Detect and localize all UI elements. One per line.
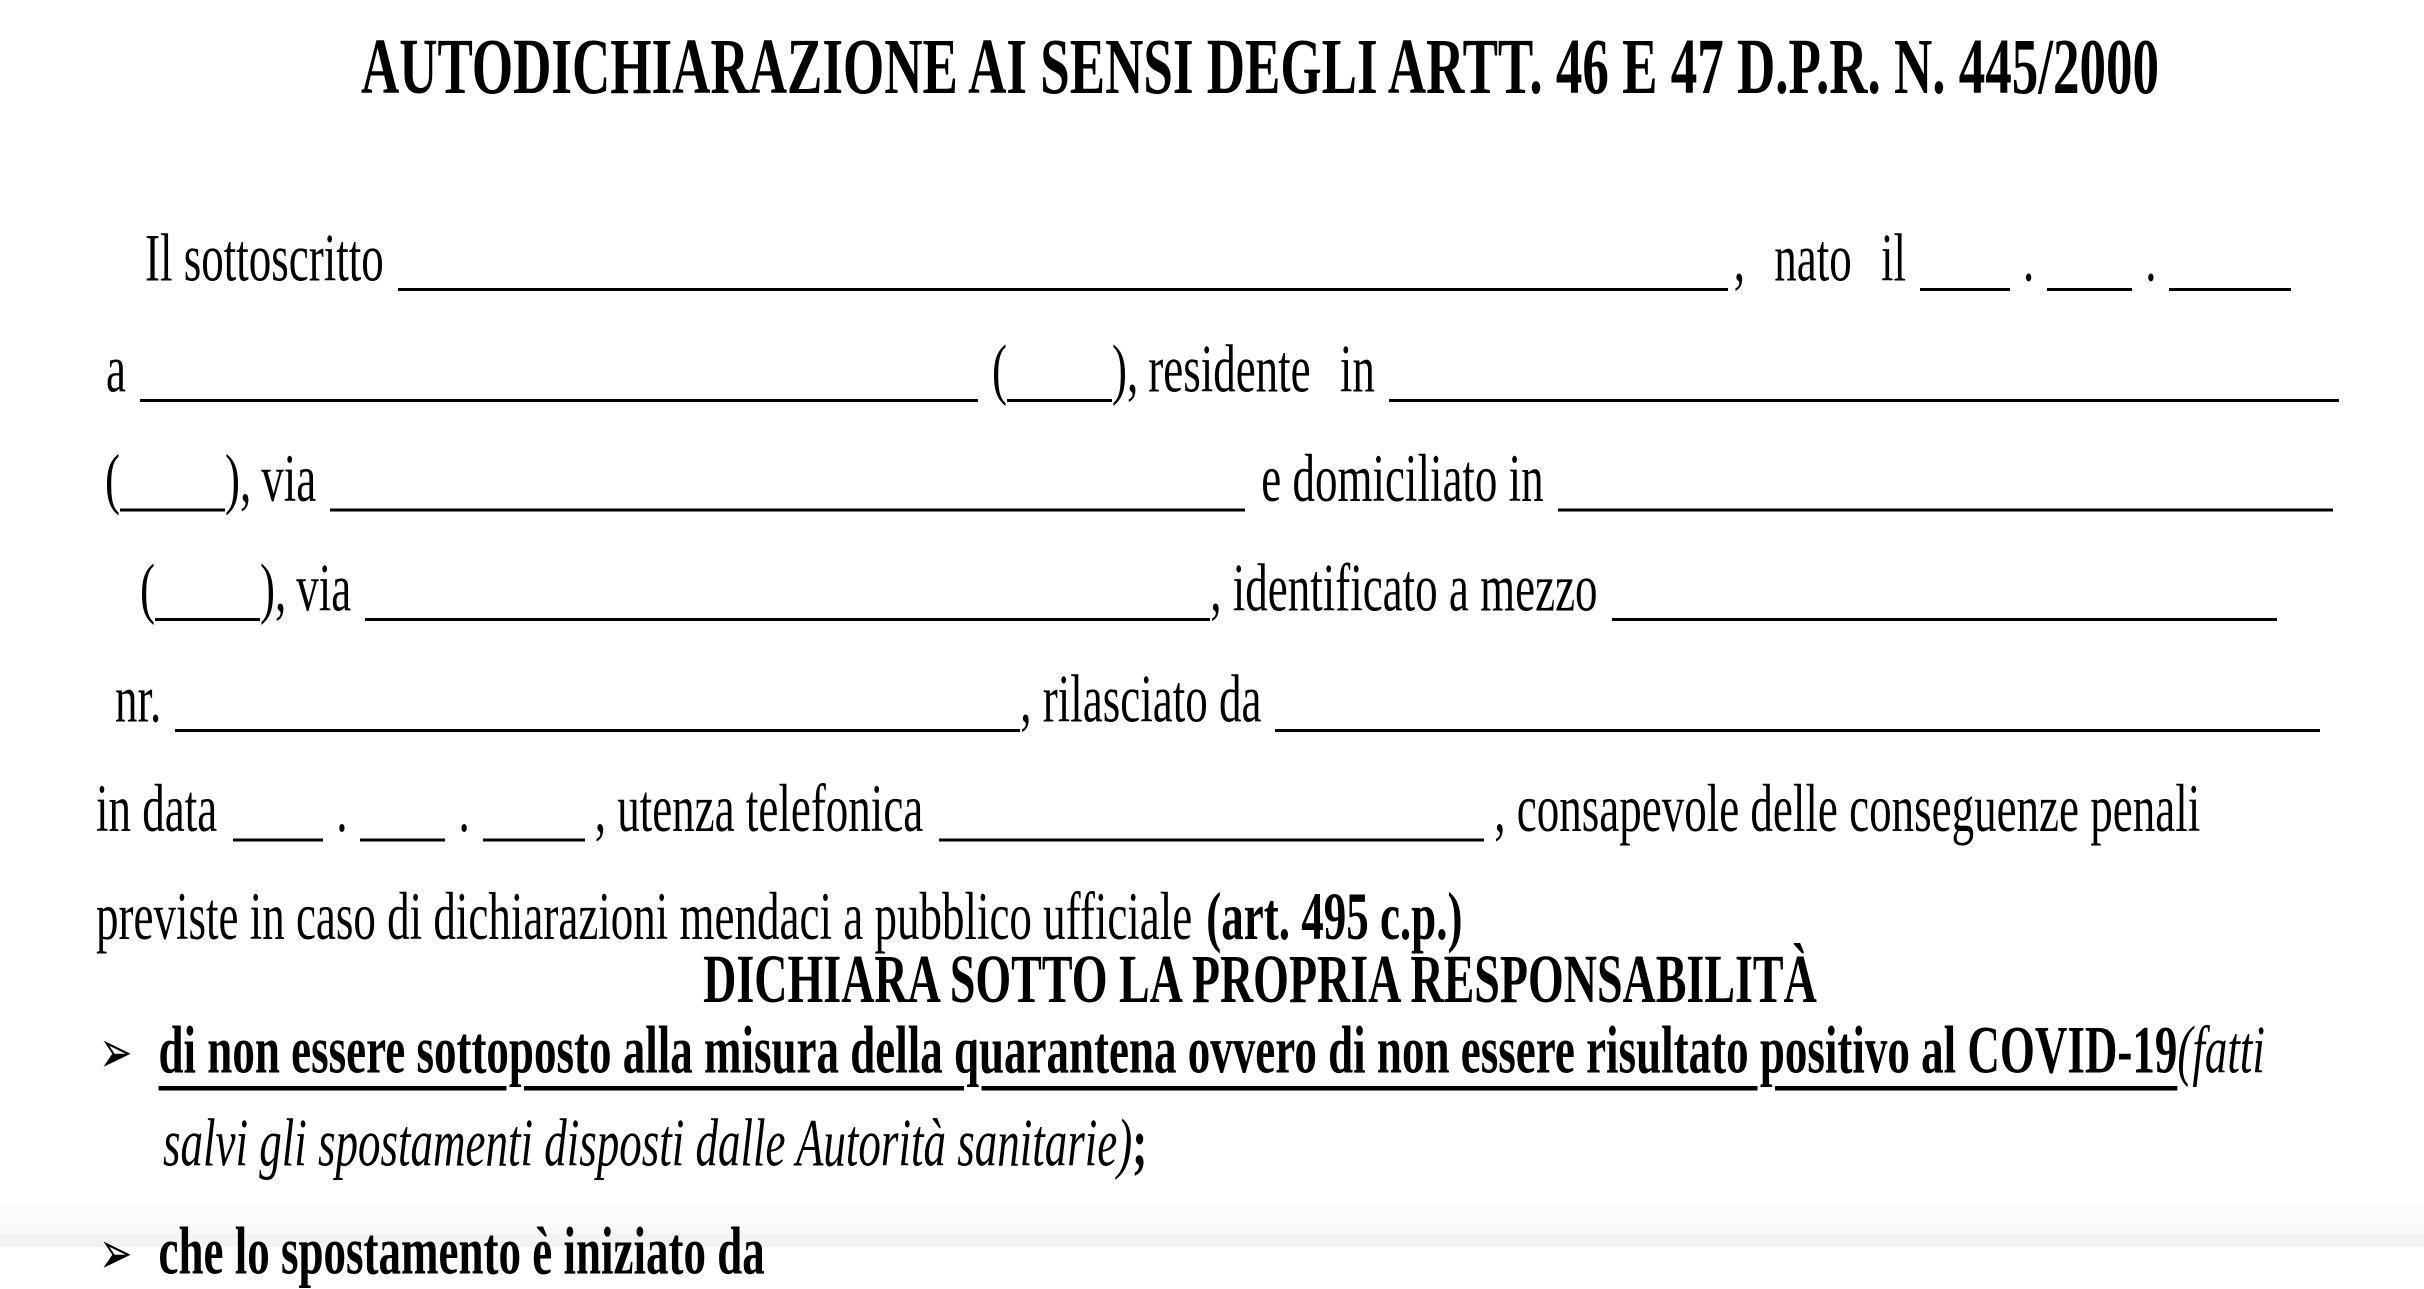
label-nato-il: , nato il: [1733, 220, 1906, 296]
arrow-bullet-icon: ➢: [99, 1219, 133, 1289]
blank-domicile-street-line: [365, 612, 1210, 621]
label-via: via: [261, 441, 317, 516]
close-paren: ): [1117, 1105, 1133, 1181]
blank-domicile-province-line: [155, 612, 260, 621]
form-line-data-telefono: [96, 771, 2201, 846]
arrow-bullet-icon: ➢: [99, 1018, 133, 1088]
label-previste: previste in caso di dichiarazioni mendaci a pubblico ufficiale: [96, 879, 1193, 954]
declaration-item-2: [99, 1213, 765, 1289]
declaration-heading: DICHIARA SOTTO LA PROPRIA RESPONSABILITÀ: [703, 940, 1817, 1017]
form-line-documento: [115, 661, 2320, 737]
declaration-item-1-continuation-text: salvi gli spostamenti disposti dalle Autorità sanitarie: [163, 1105, 1118, 1181]
form-line-domicilio-via: [140, 550, 2277, 626]
document-title: AUTODICHIARAZIONE AI SENSI DEGLI ARTT. 46 E 47 D.P.R. N. 445/2000: [360, 24, 2160, 111]
paren-open: (: [105, 441, 120, 516]
paren-open: (: [991, 331, 1007, 407]
blank-fullname-line: [398, 282, 1728, 291]
blank-birth-province-line: [1007, 393, 1112, 402]
declaration-item-1-text: di non essere sottoposto alla misura della quarantena ovvero di non essere risultato positivo al COVID-19: [158, 1012, 2178, 1088]
date-separator: .: [2145, 220, 2157, 296]
label-art-495: (art. 495 c.p.): [1206, 879, 1463, 954]
blank-issue-year-line: [483, 833, 585, 842]
blank-birth-day-line: [1920, 282, 2010, 291]
label-identificato-a-mezzo: , identificato a mezzo: [1210, 550, 1598, 626]
form-line-sottoscritto: [145, 220, 2291, 296]
paren-open: (: [140, 550, 155, 626]
label-consapevole: , consapevole delle conseguenze penali: [1494, 771, 2201, 846]
label-il-sottoscritto: Il sottoscritto: [145, 220, 384, 296]
blank-residence-city-line: [1389, 393, 2339, 402]
blank-id-number-line: [175, 723, 1020, 732]
label-via: via: [296, 550, 352, 626]
label-a: a: [106, 331, 126, 407]
label-rilasciato-da: , rilasciato da: [1020, 661, 1262, 737]
blank-birthplace-line: [140, 393, 978, 402]
semicolon: ;: [1132, 1105, 1148, 1181]
form-line-nascita-residenza: [106, 331, 2339, 407]
declaration-item-1-italic: (fatti: [2177, 1012, 2265, 1088]
label-domiciliato-in: e domiciliato in: [1261, 441, 1544, 516]
form-line-residenza-via: [105, 441, 2333, 516]
blank-residence-province-line: [120, 503, 225, 512]
declaration-item-1-continuation: [163, 1105, 1148, 1181]
date-separator: .: [336, 771, 348, 846]
declaration-item-2-text: che lo spostamento è iniziato da: [158, 1213, 765, 1289]
date-separator: .: [2022, 220, 2035, 296]
blank-issue-day-line: [233, 833, 323, 842]
label-residente-in: residente in: [1148, 331, 1375, 407]
paren-close: ),: [260, 550, 287, 626]
blank-residence-street-line: [330, 503, 1245, 512]
paren-close: ),: [225, 441, 252, 516]
label-nr: nr.: [115, 661, 162, 737]
date-separator: .: [458, 771, 470, 846]
blank-issue-month-line: [360, 833, 445, 842]
blank-domicile-city-line: [1558, 503, 2333, 512]
label-utenza-telefonica: , utenza telefonica: [594, 771, 924, 846]
label-in-data: in data: [96, 771, 218, 846]
blank-phone-line: [939, 833, 1484, 842]
paren-close: ),: [1111, 331, 1139, 407]
blank-id-issuer-line: [1275, 723, 2320, 732]
blank-birth-year-line: [2169, 282, 2291, 291]
blank-id-type-line: [1612, 612, 2277, 621]
declaration-item-1: [99, 1012, 2265, 1088]
blank-birth-month-line: [2047, 282, 2132, 291]
